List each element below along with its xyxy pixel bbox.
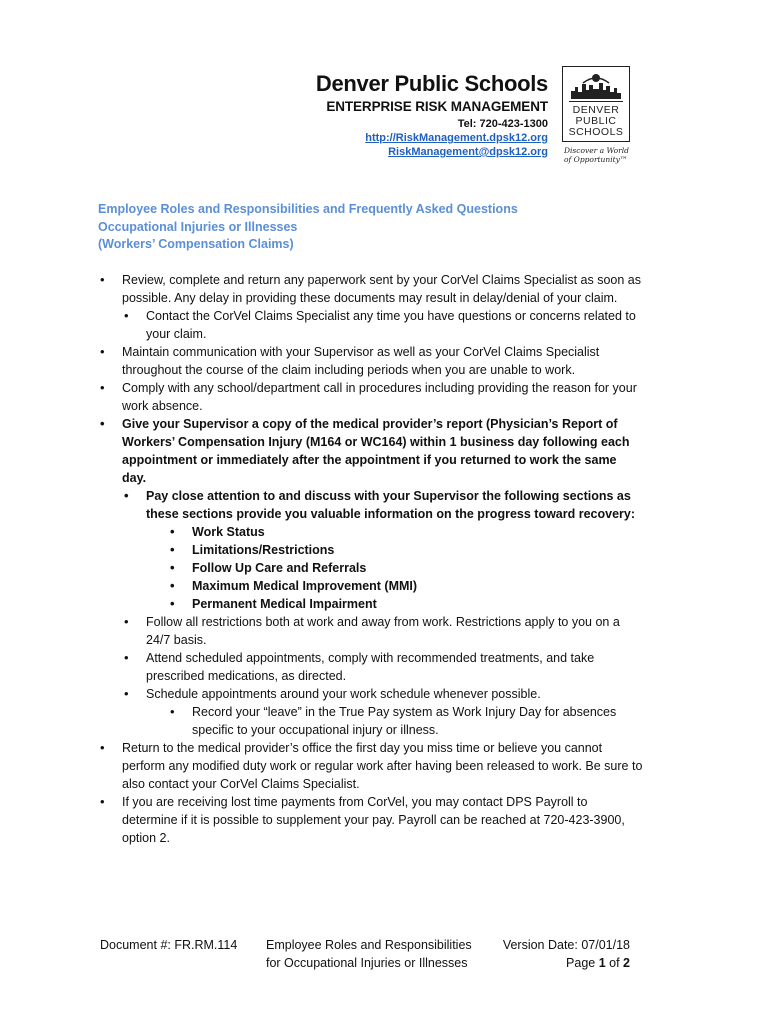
section-item: • Maximum Medical Improvement (MMI) [168,577,643,595]
logo-wordmark: DENVER PUBLIC SCHOOLS [568,104,624,138]
email-link[interactable]: RiskManagement@dpsk12.org [388,146,548,158]
website-link[interactable]: http://RiskManagement.dpsk12.org [365,132,548,144]
section-item: • Limitations/Restrictions [168,541,643,559]
dps-logo [562,66,630,142]
footer-version [503,936,630,972]
list-item: • Contact the CorVel Claims Specialist any time you have questions or concerns related to your claim. [122,307,643,343]
footer-doc-number: Document #: FR.RM.114 [100,938,238,952]
list-item: • Review, complete and return any paperwork sent by your CorVel Claims Specialist as soon as possible. Any delay in providing these documents may result in delay/denial of your claim. • Contact the CorVel Claims Specialist any time you have questions or concerns related to your claim. [98,271,643,343]
list-item: • Give your Supervisor a copy of the medical provider’s report (Physician’s Report of Workers’ Compensation Injury (M164 or WC164) within 1 business day following each appointment or immediately after the appointment if you returned to work the same day. • Pay close attention to and discuss with your Supervisor the following sections as these sections provide you valuable information on the progress toward recovery: • Work Status • Limitations/Restrictions • Follow Up Care and Referrals • Maximum Medical Improvement (MMI) • Permanent Medical Impairment [98,415,643,613]
section-item: • Permanent Medical Impairment [168,595,643,613]
section-item: • Follow Up Care and Referrals [168,559,643,577]
list-item: • Comply with any school/department call in procedures including providing the reason for your work absence. [98,379,643,415]
list-item: • Attend scheduled appointments, comply with recommended treatments, and take prescribed medications, as directed. [122,649,643,685]
title-line: Employee Roles and Responsibilities and Frequently Asked Questions [98,202,518,216]
footer-doc-title: Employee Roles and Responsibilities for Occupational Injuries or Illnesses [266,938,472,970]
telephone: Tel: 720-423-1300 [457,118,548,130]
logo-tagline: Discover a World of Opportunity™ [564,146,629,164]
list-item: • Return to the medical provider’s office the first day you miss time or believe you cannot perform any modified duty work or regular work after having been released to work. Be sure to also contact your CorVel Claims Specialist. [98,739,643,793]
list-item: • Record your “leave” in the True Pay system as Work Injury Day for absences specific to your occupational injury or illness. [168,703,643,739]
letterhead [316,70,548,159]
document-title [98,201,518,254]
list-item: • Follow all restrictions both at work and away from work. Restrictions apply to you on a 24/7 basis. [122,613,643,649]
responsibilities-list [98,271,643,847]
page-number: Page 1 of 2 [566,956,630,970]
department-name: ENTERPRISE RISK MANAGEMENT [326,99,548,114]
list-item: • If you are receiving lost time payments from CorVel, you may contact DPS Payroll to determine if it is possible to supplement your pay. Payroll can be reached at 720-423-3900, option 2. [98,793,643,847]
org-name: Denver Public Schools [315,71,548,96]
skyline-icon [569,71,623,99]
list-item: • Pay close attention to and discuss with your Supervisor the following sections as these sections provide you valuable information on the progress toward recovery: • Work Status • Limitations/Restrictions • Follow Up Care and Referrals • Maximum Medical Improvement (MMI) • Permanent Medical Impairment [122,487,643,613]
version-date: Version Date: 07/01/18 [502,938,630,952]
title-line: Occupational Injuries or Illnesses [98,219,298,234]
title-line: (Workers’ Compensation Claims) [98,237,294,251]
list-item: • Schedule appointments around your work schedule whenever possible. • Record your “leave” in the True Pay system as Work Injury Day for absences specific to your occupational injury or illness. [122,685,643,739]
list-item: • Maintain communication with your Supervisor as well as your CorVel Claims Specialist throughout the course of the claim including periods when you are unable to work. [98,343,643,379]
logo-divider [569,101,623,102]
section-item: • Work Status [168,523,643,541]
